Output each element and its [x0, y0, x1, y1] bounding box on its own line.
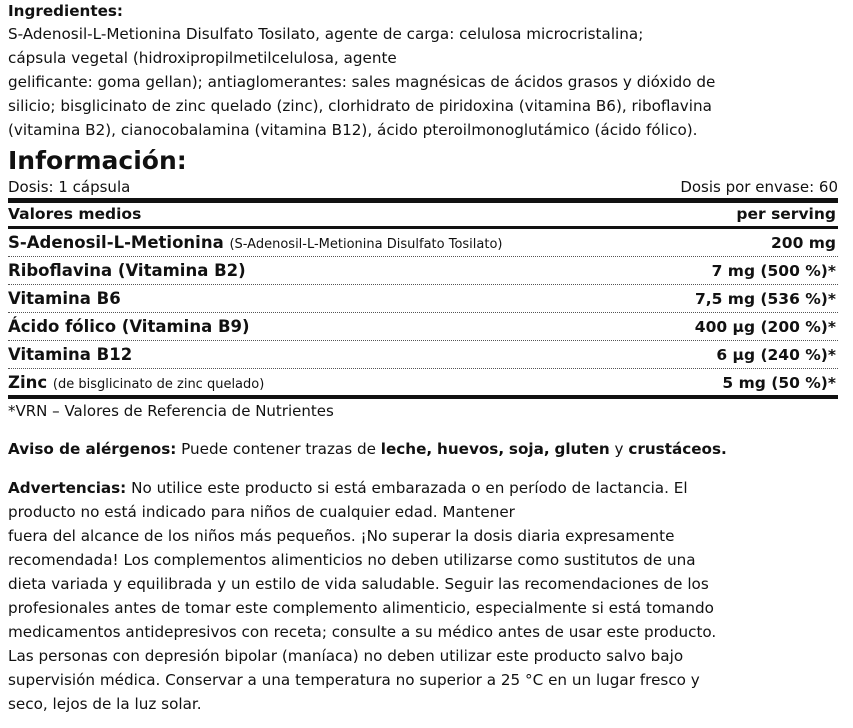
warnings-line [8, 476, 843, 500]
table-row [8, 285, 838, 313]
nutrient-value: 7,5 mg (536 %)* [694, 290, 836, 308]
nutrient-value: 7 mg (500 %)* [711, 262, 836, 280]
nutrient-value: 400 µg (200 %)* [694, 318, 836, 336]
ingredients-line: S-Adenosil-L-Metionina Disulfato Tosilato, agente de carga: celulosa microcristalina; [8, 25, 644, 43]
table-row [8, 257, 838, 285]
ingredients-line: silicio; bisglicinato de zinc quelado (zinc), clorhidrato de piridoxina (vitamina B6), riboflavina [8, 97, 712, 115]
warnings-section [8, 476, 843, 716]
ingredients-line: cápsula vegetal (hidroxipropilmetilcelulosa, agente [8, 49, 397, 67]
nutrient-note: (de bisglicinato de zinc quelado) [52, 377, 265, 392]
warnings-line: fuera del alcance de los niños más pequeños. ¡No superar la dosis diaria expresamente [8, 527, 675, 545]
warnings-line: producto no está indicado para niños de cualquier edad. Mantener [8, 503, 515, 521]
nutrient-value: 200 mg [771, 234, 836, 252]
warnings-line: Las personas con depresión bipolar (maníaca) no deben utilizar este producto salvo bajo [8, 647, 684, 665]
warnings-line: supervisión médica. Conservar a una temperatura no superior a 25 °C en un lugar fresco y [8, 671, 700, 689]
info-title: Información: [8, 146, 187, 175]
dose-row [8, 176, 838, 203]
table-row [8, 341, 838, 369]
table-header [8, 203, 838, 229]
allergen-item: soja, [508, 440, 550, 458]
allergen-connector: y [614, 440, 624, 458]
warnings-line: seco, lejos de la luz solar. [8, 695, 202, 713]
warnings-line: medicamentos antidepresivos con receta; consulte a su médico antes de usar este producto. [8, 623, 717, 641]
ingredients-line: (vitamina B2), cianocobalamina (vitamina B12), ácido pteroilmonoglutámico (ácido fólico). [8, 121, 698, 139]
table-row [8, 369, 838, 399]
allergen-label: Aviso de alérgenos: [8, 440, 177, 458]
nutrient-name: Ácido fólico (Vitamina B9) [8, 317, 250, 336]
nutrient-name: Riboflavina (Vitamina B2) [8, 261, 246, 280]
ingredients-section [8, 0, 843, 142]
dose-text: Dosis: 1 cápsula [8, 178, 131, 196]
ingredients-line: gelificante: goma gellan); antiaglomerantes: sales magnésicas de ácidos grasos y dióxido de [8, 73, 716, 91]
vrn-footnote: *VRN – Valores de Referencia de Nutrientes [8, 402, 334, 420]
ingredients-title: Ingredientes: [8, 2, 123, 20]
allergen-item: gluten [554, 440, 610, 458]
table-body [8, 229, 838, 399]
nutrient-name: S-Adenosil-L-Metionina [8, 233, 224, 252]
header-right: per serving [736, 205, 836, 223]
nutrient-value: 5 mg (50 %)* [722, 374, 836, 392]
nutrient-name: Vitamina B6 [8, 289, 121, 308]
allergen-item: leche, [380, 440, 433, 458]
allergen-item: huevos, [437, 440, 505, 458]
nutrient-value: 6 µg (240 %)* [716, 346, 836, 364]
table-row [8, 313, 838, 341]
allergen-text: Puede contener trazas de [181, 440, 376, 458]
warnings-line: profesionales antes de tomar este complemento alimenticio, especialmente si está tomando [8, 599, 714, 617]
warnings-line: dieta variada y equilibrada y un estilo de vida saludable. Seguir las recomendaciones de los [8, 575, 709, 593]
nutrition-table [8, 176, 838, 399]
allergen-item: crustáceos. [628, 440, 727, 458]
header-left: Valores medios [8, 205, 142, 223]
nutrient-name: Vitamina B12 [8, 345, 133, 364]
warnings-line: recomendada! Los complementos alimenticios no deben utilizarse como sustitutos de una [8, 551, 696, 569]
nutrient-name: Zinc [8, 373, 48, 392]
warnings-label: Advertencias: [8, 479, 127, 497]
doses-per-pack: Dosis por envase: 60 [680, 178, 838, 196]
warnings-text: No utilice este producto si está embarazada o en período de lactancia. El [131, 479, 688, 497]
table-row [8, 229, 838, 257]
allergen-notice [8, 437, 843, 461]
nutrient-note: (S-Adenosil-L-Metionina Disulfato Tosilato) [229, 237, 503, 252]
